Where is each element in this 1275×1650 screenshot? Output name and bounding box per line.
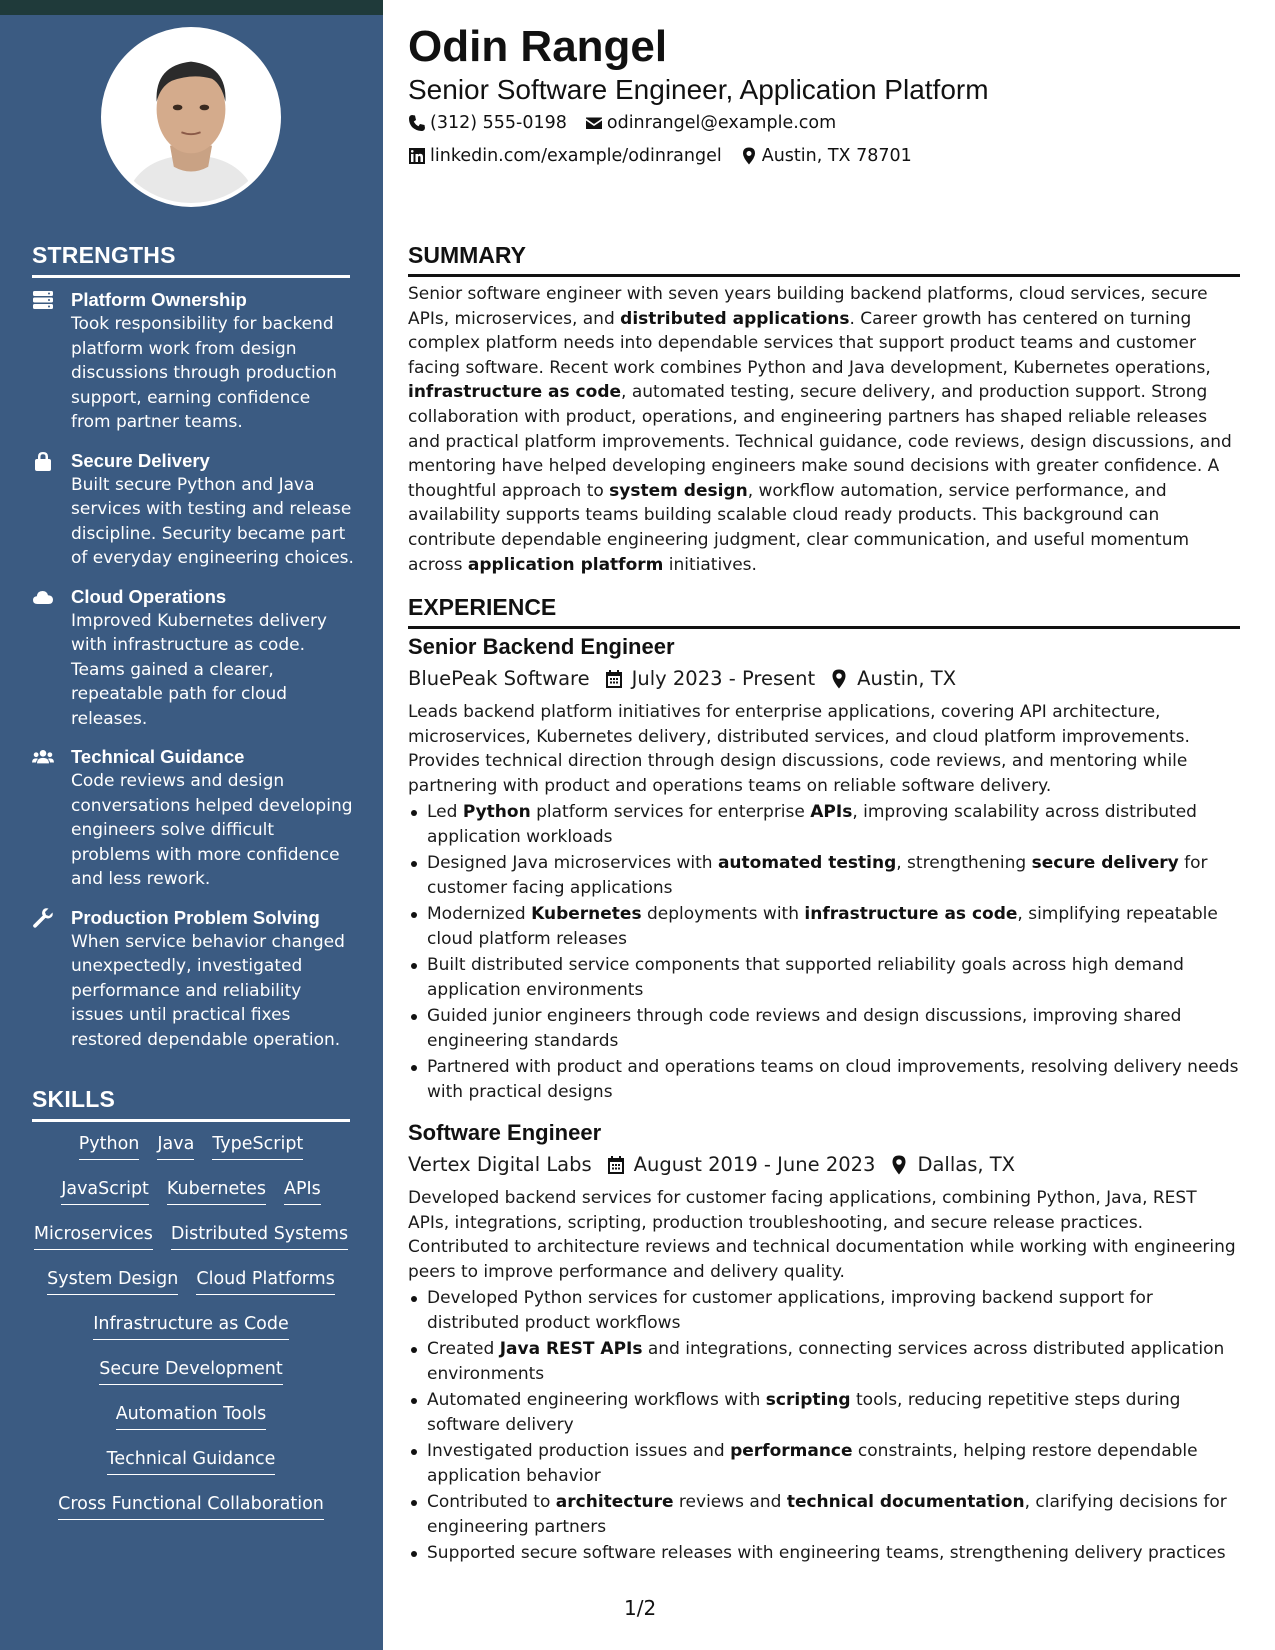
text-segment: Partnered with product and operations teams on cloud improvements, resolving delivery needs with practical designs xyxy=(427,1057,1239,1102)
emphasis-text: technical documentation xyxy=(786,1492,1025,1512)
text-segment: initiatives. xyxy=(663,554,757,575)
job-meta xyxy=(408,664,1240,694)
skill-tag: Secure Development xyxy=(99,1357,283,1385)
text-segment: and integrations, connecting services across distributed application environments xyxy=(427,1339,1225,1384)
text-segment: for customer facing applications xyxy=(427,853,1208,898)
sidebar-top-bar xyxy=(0,0,383,15)
strength-title: Platform Ownership xyxy=(71,289,247,310)
contact-location xyxy=(740,146,912,166)
strength-item xyxy=(32,745,354,892)
emphasis-text: Python xyxy=(462,802,531,822)
emphasis-text: performance xyxy=(730,1441,853,1461)
text-segment: Guided junior engineers through code reviews and design discussions, improving shared engineering standards xyxy=(427,1006,1182,1051)
strength-description: Took responsibility for backend platform work from design discussions through production support, earning confidence from partner teams. xyxy=(71,314,337,432)
job-bullet xyxy=(408,902,1240,951)
skill-row xyxy=(32,1312,350,1357)
strength-description: When service behavior changed unexpectedly, investigated performance and reliability issues until practical fixes restored dependable operation. xyxy=(71,931,345,1050)
skill-tag: Technical Guidance xyxy=(107,1447,276,1475)
job-bullet xyxy=(408,1055,1240,1104)
job-bullets xyxy=(408,800,1240,1104)
emphasis-text: secure delivery xyxy=(1031,853,1179,873)
job-company xyxy=(408,1150,592,1180)
text-segment: Supported secure software releases with engineering teams, strengthening delivery practices xyxy=(427,1543,1226,1563)
text-segment: , workflow automation, service performance, and availability supports teams building scalable cloud ready products. This background can contribute dependable engineering judgment, clear communication, and useful momentum across xyxy=(408,480,1190,575)
text-segment: platform services for enterprise xyxy=(530,802,811,822)
text-segment: . Career growth has centered on turning complex platform needs into dependable services that support product teams and customer facing software. Recent work combines Python and Java development, Kubernetes operations, xyxy=(408,308,1211,378)
emphasis-text: architecture xyxy=(555,1492,674,1512)
skills-heading: SKILLS xyxy=(32,1086,350,1122)
emphasis-text: APIs xyxy=(810,802,853,822)
emphasis-text: scripting xyxy=(765,1390,851,1410)
text-segment: Created xyxy=(427,1339,500,1359)
job-location xyxy=(889,1150,1015,1180)
skill-row xyxy=(32,1132,350,1177)
wrench-icon xyxy=(32,908,56,930)
job-entry xyxy=(408,1118,1240,1568)
skill-tag: Automation Tools xyxy=(116,1402,267,1430)
job-dates xyxy=(606,1150,876,1180)
job-bullet xyxy=(408,1541,1240,1566)
summary-heading: SUMMARY xyxy=(408,242,1240,277)
job-bullet xyxy=(408,953,1240,1002)
job-title: Senior Backend Engineer xyxy=(408,634,675,659)
linkedin-url[interactable]: linkedin.com/example/odinrangel xyxy=(430,146,722,166)
strength-description: Code reviews and design conversations helped developing engineers solve difficult problems with more confidence and less rework. xyxy=(71,771,353,889)
strength-title: Secure Delivery xyxy=(71,449,210,471)
emphasis-text: automated testing xyxy=(717,853,897,873)
server-icon xyxy=(32,290,56,312)
skill-row xyxy=(32,1447,350,1492)
skill-tag: System Design xyxy=(47,1267,178,1295)
text-segment: Designed Java microservices with xyxy=(427,853,718,873)
profile-photo xyxy=(101,27,281,207)
contact-row xyxy=(408,146,930,166)
job-location-text: Dallas, TX xyxy=(917,1153,1016,1176)
skill-tag: Java xyxy=(157,1132,194,1160)
job-bullet xyxy=(408,1286,1240,1335)
skill-row xyxy=(32,1222,350,1267)
strength-item xyxy=(32,449,354,571)
job-bullet xyxy=(408,800,1240,849)
job-meta xyxy=(408,1150,1240,1180)
skill-tag: JavaScript xyxy=(61,1177,149,1205)
contact-linkedin xyxy=(408,146,722,166)
job-description: Developed backend services for customer facing applications, combining Python, Java, REST APIs, integrations, scripting, production troubleshooting, and secure release practices. Contributed to architecture reviews and technical documentation while working with engineering peers to improve performance and delivery quality. xyxy=(408,1188,1236,1282)
page-number: 1/2 xyxy=(624,1596,657,1620)
linkedin-icon xyxy=(408,147,426,165)
portrait-image xyxy=(105,31,277,203)
cloud-icon xyxy=(32,587,56,609)
strength-description: Built secure Python and Java services with testing and release discipline. Security became part of everyday engineering choices. xyxy=(71,474,354,568)
emphasis-text: infrastructure as code xyxy=(408,382,622,403)
candidate-name: Odin Rangel xyxy=(408,22,668,71)
text-segment: Contributed to xyxy=(427,1492,556,1512)
strength-item xyxy=(32,585,354,732)
text-segment: , improving scalability across distributed application workloads xyxy=(427,802,1197,847)
emphasis-text: system design xyxy=(609,480,748,501)
strength-description: Improved Kubernetes delivery with infrastructure as code. Teams gained a clearer, repeatable path for cloud releases. xyxy=(71,610,327,729)
experience-heading: EXPERIENCE xyxy=(408,594,1240,629)
job-bullets xyxy=(408,1286,1240,1566)
users-icon xyxy=(32,747,56,769)
job-bullet xyxy=(408,1490,1240,1539)
skill-tag: Cross Functional Collaboration xyxy=(58,1492,324,1520)
strength-title: Cloud Operations xyxy=(71,585,227,607)
job-title: Software Engineer xyxy=(408,1120,602,1145)
text-segment: reviews and xyxy=(673,1492,787,1512)
skill-tag: Infrastructure as Code xyxy=(93,1312,289,1340)
text-segment: Modernized xyxy=(427,904,532,924)
sidebar xyxy=(0,0,383,1650)
summary-text xyxy=(408,282,1240,577)
text-segment: Built distributed service components that supported reliability goals across high demand application environments xyxy=(427,955,1184,1000)
skill-tag: Python xyxy=(79,1132,140,1160)
job-bullet xyxy=(408,851,1240,900)
company-name: Vertex Digital Labs xyxy=(408,1153,592,1176)
text-segment: Developed Python services for customer applications, improving backend support for distributed product workflows xyxy=(427,1288,1153,1333)
emphasis-text: infrastructure as code xyxy=(804,904,1018,924)
skill-row xyxy=(32,1177,350,1222)
contact-row xyxy=(408,113,854,133)
phone-number: (312) 555-0198 xyxy=(430,113,567,133)
text-segment: Led xyxy=(427,802,463,822)
emphasis-text: Kubernetes xyxy=(531,904,642,924)
company-name: BluePeak Software xyxy=(408,667,590,690)
calendar-icon xyxy=(604,669,624,689)
text-segment: Automated engineering workflows with xyxy=(427,1390,766,1410)
strength-item xyxy=(32,906,354,1053)
job-bullet xyxy=(408,1388,1240,1437)
skill-row xyxy=(32,1492,350,1537)
text-segment: Investigated production issues and xyxy=(427,1441,731,1461)
emphasis-text: distributed applications xyxy=(620,308,850,329)
text-segment: constraints, helping restore dependable application behavior xyxy=(427,1441,1198,1486)
emphasis-text: application platform xyxy=(467,554,664,575)
skill-tag: APIs xyxy=(284,1177,321,1205)
map-pin-icon xyxy=(889,1155,909,1175)
strength-title: Production Problem Solving xyxy=(71,906,320,928)
candidate-title: Senior Software Engineer, Application Platform xyxy=(408,74,989,105)
contact-phone xyxy=(408,113,567,133)
job-date-range: July 2023 - Present xyxy=(631,667,816,690)
envelope-icon xyxy=(585,114,603,132)
text-segment: , simplifying repeatable cloud platform releases xyxy=(427,904,1218,949)
phone-icon xyxy=(408,114,426,132)
skill-tag: TypeScript xyxy=(212,1132,303,1160)
job-company xyxy=(408,664,590,694)
text-segment: Senior software engineer with seven years building backend platforms, cloud services, secure APIs, microservices, and xyxy=(408,284,1208,329)
strengths-list xyxy=(32,288,354,1066)
job-location xyxy=(829,664,956,694)
contact-email xyxy=(585,113,836,133)
job-bullet xyxy=(408,1439,1240,1488)
skill-row xyxy=(32,1357,350,1402)
text-segment: deployments with xyxy=(641,904,805,924)
skill-row xyxy=(32,1267,350,1312)
text-segment: , strengthening xyxy=(896,853,1032,873)
text-segment: tools, reducing repetitive steps during software delivery xyxy=(427,1390,1181,1435)
job-entry xyxy=(408,632,1240,1106)
map-pin-icon xyxy=(829,669,849,689)
job-description: Leads backend platform initiatives for enterprise applications, covering API architecture, microservices, Kubernetes delivery, distributed services, and cloud platform improvements. Provides technical direction through design discussions, code reviews, and mentoring while partnering with product and operations teams on reliable software delivery. xyxy=(408,702,1190,796)
job-bullet xyxy=(408,1004,1240,1053)
map-pin-icon xyxy=(740,147,758,165)
job-date-range: August 2019 - June 2023 xyxy=(633,1153,876,1176)
skills-list xyxy=(32,1132,350,1537)
lock-icon xyxy=(32,451,56,473)
skill-tag: Kubernetes xyxy=(167,1177,266,1205)
skill-tag: Microservices xyxy=(34,1222,153,1250)
email-address[interactable]: odinrangel@example.com xyxy=(606,113,837,133)
skill-tag: Cloud Platforms xyxy=(196,1267,334,1295)
job-location-text: Austin, TX xyxy=(857,667,957,690)
calendar-icon xyxy=(606,1155,626,1175)
strength-title: Technical Guidance xyxy=(71,746,245,767)
skill-tag: Distributed Systems xyxy=(171,1222,348,1250)
job-dates xyxy=(604,664,816,694)
text-segment: , automated testing, secure delivery, and production support. Strong collaboration with product, operations, and engineering partners has shaped reliable releases and practical platform improvements. Technical guidance, code reviews, design discussions, and mentoring have helped developing engineers make sound decisions with greater confidence. A thoughtful approach to xyxy=(408,382,1232,501)
text-segment: , clarifying decisions for engineering partners xyxy=(427,1492,1227,1537)
location-text: Austin, TX 78701 xyxy=(761,146,912,166)
strengths-heading: STRENGTHS xyxy=(32,242,350,278)
skill-row xyxy=(32,1402,350,1447)
strength-item xyxy=(32,288,354,435)
emphasis-text: Java REST APIs xyxy=(499,1339,643,1359)
job-bullet xyxy=(408,1337,1240,1386)
